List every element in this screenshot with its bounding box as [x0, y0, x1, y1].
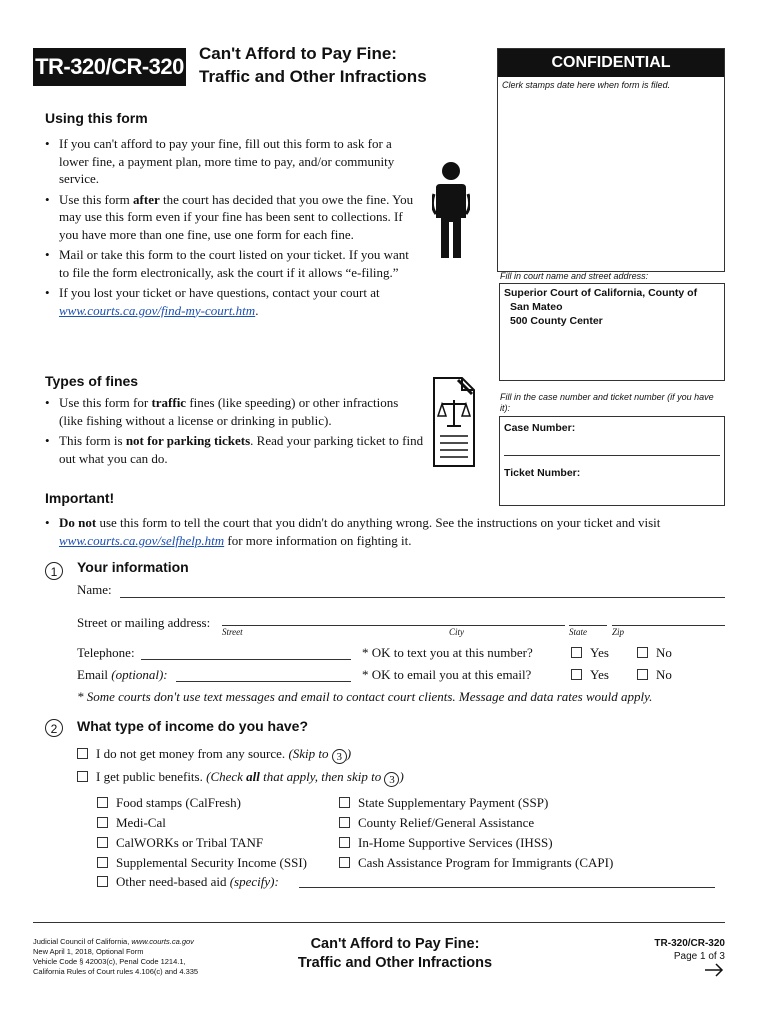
ok-email-question: * OK to email you at this email?	[362, 667, 532, 682]
state-sublabel: State	[569, 627, 587, 637]
footer-rule	[33, 922, 725, 923]
selfhelp-link[interactable]: www.courts.ca.gov/selfhelp.htm	[59, 532, 225, 548]
form-title-line2: Traffic and Other Infractions	[199, 67, 427, 86]
text-yes-checkbox[interactable]	[571, 647, 582, 658]
types-section	[45, 394, 425, 470]
street-city-field[interactable]	[222, 625, 565, 626]
ok-text-question: * OK to text you at this number?	[362, 645, 533, 660]
footer-title	[270, 935, 520, 973]
court-line1: Superior Court of California, County of	[504, 287, 698, 299]
types-bullet-1: • Use this form for traffic fines (like speeding) or other infractions (like fishing without a license or drinking in public).	[45, 394, 425, 429]
clerk-stamp-box	[497, 48, 725, 272]
benefits-right-column	[339, 793, 613, 873]
contact-footnote: * Some courts don't use text messages and email to contact court clients. Message and data rates would apply.	[77, 689, 653, 704]
using-bullet-1: • If you can't afford to pay your fine, fill out this form to ask for a lower fine, a payment plan, more time to pay, and/or community service.	[45, 135, 421, 188]
footer-legal-line2: New April 1, 2018, Optional Form	[33, 947, 144, 956]
form-number-badge: TR-320/CR-320	[33, 48, 186, 86]
email-yes-checkbox[interactable]	[571, 669, 582, 680]
benefit-item[interactable]: In-Home Supportive Services (IHSS)	[339, 833, 613, 853]
case-instruction: Fill in the case number and ticket number (if you have it):	[500, 392, 714, 413]
footer-legal	[33, 937, 198, 977]
no-income-checkbox[interactable]	[77, 748, 88, 759]
footer-title-line2: Traffic and Other Infractions	[297, 955, 493, 971]
benefit-checkbox[interactable]	[339, 817, 350, 828]
email-field[interactable]	[176, 681, 351, 682]
other-aid-checkbox[interactable]	[97, 876, 108, 887]
form-title-line1: Can't Afford to Pay Fine:	[199, 44, 397, 63]
footer-legal-line4: California Rules of Court rules 4.106(c) and 4.335	[33, 967, 199, 976]
benefit-item[interactable]: Cash Assistance Program for Immigrants (CAPI)	[339, 853, 613, 873]
important-bullet: • Do not use this form to tell the court that you didn't do anything wrong. See the instructions on your ticket and visit www.courts.ca.gov/selfhelp.htm for more information on fighting it.	[45, 514, 735, 549]
text-yes-option[interactable]: Yes	[571, 644, 609, 662]
state-field[interactable]	[569, 625, 607, 626]
benefit-checkbox[interactable]	[339, 797, 350, 808]
benefit-item[interactable]: County Relief/General Assistance	[339, 813, 613, 833]
email-no-checkbox[interactable]	[637, 669, 648, 680]
court-address-box[interactable]	[499, 283, 725, 381]
benefit-checkbox[interactable]	[339, 837, 350, 848]
case-number-label: Case Number:	[504, 422, 576, 434]
section-1-number: 1	[45, 562, 63, 580]
find-my-court-link[interactable]: www.courts.ca.gov/find-my-court.htm	[59, 302, 256, 318]
confidential-label: CONFIDENTIAL	[498, 49, 724, 77]
email-yes-option[interactable]: Yes	[571, 666, 609, 684]
ticket-number-label: Ticket Number:	[504, 467, 581, 479]
benefit-item[interactable]: Food stamps (CalFresh)	[97, 793, 307, 813]
footer-form-number: TR-320/CR-320	[654, 938, 725, 949]
types-heading: Types of fines	[45, 373, 139, 389]
using-heading: Using this form	[45, 110, 148, 126]
telephone-label: Telephone:	[77, 645, 135, 660]
types-bullet-2: • This form is not for parking tickets. Read your parking ticket to find out what you can do.	[45, 432, 425, 467]
clerk-note: Clerk stamps date here when form is filed.	[502, 80, 671, 90]
footer-page-number: Page 1 of 3	[673, 951, 725, 962]
court-line3: 500 County Center	[510, 315, 603, 327]
section-1-heading: Your information	[77, 559, 189, 575]
text-no-option[interactable]: No	[637, 644, 672, 662]
section-2-heading: What type of income do you have?	[77, 718, 309, 734]
benefit-checkbox[interactable]	[97, 857, 108, 868]
street-sublabel: Street	[222, 627, 243, 637]
section-2-number: 2	[45, 719, 63, 737]
city-sublabel: City	[449, 627, 464, 637]
important-heading: Important!	[45, 490, 115, 506]
benefit-checkbox[interactable]	[339, 857, 350, 868]
benefit-item[interactable]: State Supplementary Payment (SSP)	[339, 793, 613, 813]
other-aid-option[interactable]: Other need-based aid (specify):	[97, 873, 279, 891]
court-line2: San Mateo	[510, 301, 563, 313]
using-section	[45, 135, 421, 322]
public-benefits-option[interactable]: I get public benefits. (Check all that apply, then skip to 3 )	[77, 768, 404, 787]
footer-form-info	[600, 937, 725, 963]
email-no-option[interactable]: No	[637, 666, 672, 684]
skip-to-3-marker: 3	[384, 772, 399, 787]
name-label: Name:	[77, 582, 112, 597]
other-aid-field[interactable]	[299, 887, 715, 888]
benefit-item[interactable]: Supplemental Security Income (SSI)	[97, 853, 307, 873]
using-bullet-2: • Use this form after the court has decided that you owe the fine. You may use this form even if your fine has been sent to collections. If you have more than one fine, use one form for each fine.	[45, 191, 421, 244]
next-page-arrow-icon	[704, 963, 724, 977]
name-field[interactable]	[120, 597, 725, 598]
email-label: Email (optional):	[77, 667, 168, 682]
form-title	[199, 42, 427, 88]
text-no-checkbox[interactable]	[637, 647, 648, 658]
legal-document-icon	[432, 376, 476, 468]
case-number-box	[499, 416, 725, 506]
benefit-item[interactable]: Medi-Cal	[97, 813, 307, 833]
public-benefits-checkbox[interactable]	[77, 771, 88, 782]
benefit-checkbox[interactable]	[97, 797, 108, 808]
using-bullet-4: • If you lost your ticket or have questions, contact your court at www.courts.ca.gov/find-my-court.htm.	[45, 284, 421, 319]
street-label: Street or mailing address:	[77, 615, 211, 630]
footer-title-line1: Can't Afford to Pay Fine:	[310, 936, 480, 952]
using-bullet-3: • Mail or take this form to the court listed on your ticket. If you want to file the form electronically, ask the court if it allows “e-filing.”	[45, 246, 421, 281]
benefit-item[interactable]: CalWORKs or Tribal TANF	[97, 833, 307, 853]
benefits-left-column	[97, 793, 307, 873]
benefit-checkbox[interactable]	[97, 817, 108, 828]
court-instruction: Fill in court name and street address:	[500, 271, 649, 281]
footer-legal-line1: Judicial Council of California, www.courts.ca.gov	[33, 937, 194, 946]
zip-sublabel: Zip	[612, 627, 625, 637]
case-number-field[interactable]	[504, 455, 720, 456]
zip-field[interactable]	[612, 625, 725, 626]
no-income-option[interactable]: I do not get money from any source. (Skip to 3 )	[77, 745, 351, 764]
important-section	[45, 514, 735, 552]
benefit-checkbox[interactable]	[97, 837, 108, 848]
person-icon	[432, 160, 470, 260]
skip-to-3-marker: 3	[332, 749, 347, 764]
footer-legal-line3: Vehicle Code § 42003(c), Penal Code 1214.1,	[33, 957, 186, 966]
telephone-field[interactable]	[141, 659, 351, 660]
